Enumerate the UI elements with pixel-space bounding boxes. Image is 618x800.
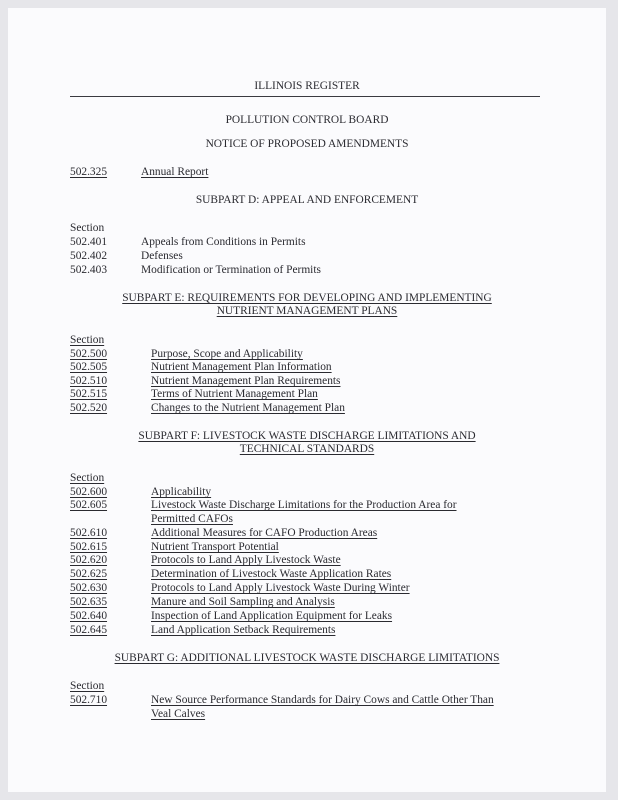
section-title: Protocols to Land Apply Livestock Waste xyxy=(151,554,341,566)
notice-title: NOTICE OF PROPOSED AMENDMENTS xyxy=(205,138,409,150)
board-name: POLLUTION CONTROL BOARD xyxy=(225,114,389,126)
section-title: Appeals from Conditions in Permits xyxy=(141,236,306,248)
section-number: 502.645 xyxy=(70,624,108,636)
section-number: 502.615 xyxy=(70,541,108,553)
section-title: Applicability xyxy=(151,486,212,498)
section-number: 502.515 xyxy=(70,388,108,400)
section-title: Protocols to Land Apply Livestock Waste During Winter xyxy=(151,582,410,594)
subpart-f-heading: SUBPART F: LIVESTOCK WASTE DISCHARGE LIMITATIONS AND xyxy=(138,430,476,442)
subpart-g-heading: SUBPART G: ADDITIONAL LIVESTOCK WASTE DISCHARGE LIMITATIONS xyxy=(114,652,500,664)
document-page xyxy=(8,8,606,792)
section-number: 502.401 xyxy=(70,236,108,248)
section-title: Nutrient Management Plan Information xyxy=(151,361,332,373)
subpart-f-heading-cont: TECHNICAL STANDARDS xyxy=(239,443,375,455)
section-title: Defenses xyxy=(141,250,183,262)
section-label: Section xyxy=(70,680,105,692)
section-number: 502.402 xyxy=(70,250,108,262)
section-number: 502.505 xyxy=(70,361,108,373)
section-title: Manure and Soil Sampling and Analysis xyxy=(151,596,335,608)
section-title: New Source Performance Standards for Dairy Cows and Cattle Other Than xyxy=(151,694,494,706)
section-number: 502.600 xyxy=(70,486,108,498)
subpart-e-heading-cont: NUTRIENT MANAGEMENT PLANS xyxy=(216,305,398,317)
section-title: Livestock Waste Discharge Limitations for the Production Area for xyxy=(151,499,457,511)
section-title: Modification or Termination of Permits xyxy=(141,264,321,276)
section-label: Section xyxy=(70,334,105,346)
header-rule xyxy=(70,96,540,97)
section-number: 502.630 xyxy=(70,582,108,594)
section-number: 502.620 xyxy=(70,554,108,566)
section-number: 502.403 xyxy=(70,264,108,276)
section-number: 502.625 xyxy=(70,568,108,580)
section-title: Land Application Setback Requirements xyxy=(151,624,336,636)
section-title: Terms of Nutrient Management Plan xyxy=(151,388,318,400)
section-title-cont: Veal Calves xyxy=(151,708,206,720)
subpart-d-heading: SUBPART D: APPEAL AND ENFORCEMENT xyxy=(195,194,419,206)
section-title: Determination of Livestock Waste Application Rates xyxy=(151,568,392,580)
section-number: 502.605 xyxy=(70,499,108,511)
section-number: 502.325 xyxy=(70,166,108,178)
section-title-cont: Permitted CAFOs xyxy=(151,513,233,525)
section-title: Purpose, Scope and Applicability xyxy=(151,348,303,360)
section-number: 502.710 xyxy=(70,694,108,706)
section-number: 502.520 xyxy=(70,402,108,414)
subpart-e-heading: SUBPART E: REQUIREMENTS FOR DEVELOPING AND IMPLEMENTING xyxy=(122,292,492,304)
section-label: Section xyxy=(70,222,105,234)
section-title: Additional Measures for CAFO Production Areas xyxy=(151,527,378,539)
register-title: ILLINOIS REGISTER xyxy=(254,80,360,92)
section-number: 502.510 xyxy=(70,375,108,387)
section-number: 502.500 xyxy=(70,348,108,360)
section-title: Inspection of Land Application Equipment for Leaks xyxy=(151,610,393,622)
section-title: Changes to the Nutrient Management Plan xyxy=(151,402,345,414)
section-number: 502.640 xyxy=(70,610,108,622)
section-title: Annual Report xyxy=(141,166,209,178)
section-number: 502.635 xyxy=(70,596,108,608)
section-label: Section xyxy=(70,472,105,484)
section-number: 502.610 xyxy=(70,527,108,539)
section-title: Nutrient Transport Potential xyxy=(151,541,279,553)
section-title: Nutrient Management Plan Requirements xyxy=(151,375,341,387)
